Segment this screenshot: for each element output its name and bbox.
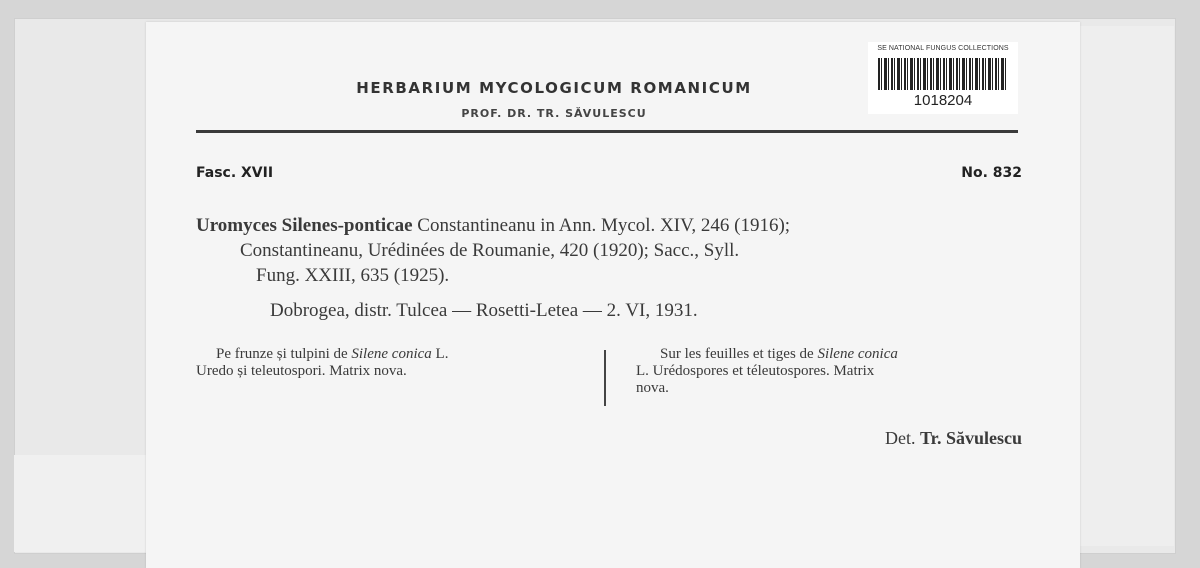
barcode-caption: SE NATIONAL FUNGUS COLLECTIONS [877,45,1009,52]
notes-ro-post: L. [431,346,449,362]
column-divider [604,350,606,406]
citation-line-3: Fung. XXIII, 635 (1925). [256,265,450,286]
notes-fr-host: Silene conica [817,346,898,362]
envelope-edge [1078,26,1174,546]
notes-fr-line-2: L. Urédospores et téleutospores. Matrix [636,363,875,379]
citation-line-1: Constantineanu in Ann. Mycol. XIV, 246 (1916); [412,215,791,236]
determiner-name: Tr. Săvulescu [919,428,1022,448]
barcode-label [868,42,1018,114]
notes-fr-pre: Sur les feuilles et tiges de [660,346,818,362]
fascicle-label: Fasc. XVII [196,165,274,181]
notes-fr-line-1 [636,346,1026,363]
herbarium-editor: PROF. DR. TR. SĂVULESCU [461,107,647,120]
herbarium-title: HERBARIUM MYCOLOGICUM ROMANICUM [356,79,752,97]
determiner [885,428,1022,449]
barcode-number: 1018204 [913,92,973,109]
notes-ro-host: Silene conica [351,346,432,362]
notes-ro-pre: Pe frunze și tulpini de [216,346,352,362]
notes-ro-line-2: Uredo și teleutospori. Matrix nova. [196,363,407,379]
species-citation [196,213,1026,288]
locality-text: Dobrogea, distr. Tulcea — Rosetti-Letea — 2. VI, 1931. [270,300,698,321]
species-name: Uromyces Silenes-ponticae [196,215,413,236]
specimen-number: No. 832 [961,165,1022,181]
notes-ro-line-1 [196,346,588,363]
citation-line-2: Constantineanu, Urédinées de Roumanie, 420 (1920); Sacc., Syll. [240,240,740,261]
notes-fr-line-3: nova. [636,380,669,396]
notes-romanian [196,346,588,380]
header-rule [196,130,1018,133]
determiner-prefix: Det. [884,428,920,448]
notes-french [636,346,1026,397]
